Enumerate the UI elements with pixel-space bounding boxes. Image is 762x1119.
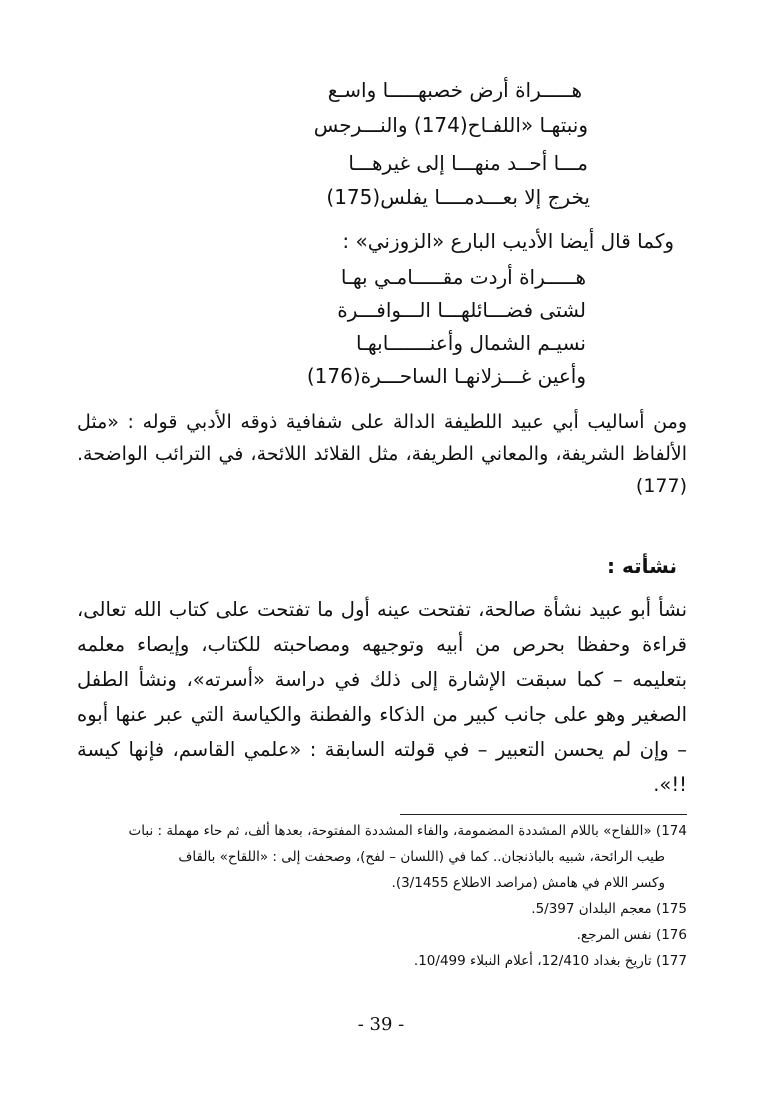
footnote-175: 175) معجم البلدان 5/397.: [531, 901, 687, 917]
verse-line-4: يخرج إلا بعـــدمــــا يفلس(175): [326, 185, 590, 209]
footnote-174-line-2: طيب الرائحة، شبيه بالباذنجان.. كما في (اللسان – لفح)، وصحفت إلى : «اللقاح» بالقاف: [178, 849, 665, 865]
verse-line-1: هـــــراة أرض خصبهـــــا واسـع: [327, 78, 582, 102]
footnote-177: 177) تاريخ بغداد 12/410، أعلام النبلاء 10/499.: [413, 953, 687, 969]
verse-line-7: نسيـم الشمال وأعنـــــــابهـا: [355, 331, 586, 355]
footnote-174-line-3: وكسر اللام في هامش (مراصد الاطلاع 3/1455).: [391, 875, 665, 891]
footnotes: [77, 818, 687, 974]
page-number: - 39 -: [357, 1014, 405, 1035]
section-heading: نشأته :: [607, 554, 677, 578]
verse-line-6: لشتى فضـــائلهـــا الـــوافـــرة: [337, 298, 586, 322]
verse-intro-line: وكما قال أيضا الأديب البارع «الزوزني» :: [342, 229, 674, 253]
paragraph-upbringing: نشأ أبو عبيد نشأة صالحة، تفتحت عينه أول ما تفتحت على كتاب الله تعالى، قراءة وحفظا بحرص من أبيه وتوجيهه ومصاحبته للكتاب، وإيصاء معلمه بتعليمه – كما سبقت الإشارة إلى ذلك في دراسة «أسرته»، ونشأ الطفل الصغير وهو على جانب كبير من الذكاء والفطنة والكياسة التي عبر عنها أبوه – وإن لم يحسن التعبير – في قولته السابقة : «علمي القاسم، فإنها كيسة !!».: [77, 598, 687, 796]
paragraph-styles: ومن أساليب أبي عبيد اللطيفة الدالة على شفافية ذوقه الأدبي قوله : «مثل الألفاظ الشريفة، والمعاني الطريفة، مثل القلائد اللائحة، في الترائب الواضحة.(177): [77, 411, 687, 497]
verse-line-5: هـــــراة أردت مقـــــامـي بهـا: [340, 265, 586, 289]
footnote-174-line-1: 174) «اللفاح» باللام المشددة المضمومة، والفاء المشددة المفتوحة، بعدها ألف، ثم حاء مهملة : نبات: [128, 823, 687, 839]
verse-line-3: مـــا أحــد منهـــا إلى غيرهـــا: [348, 151, 588, 175]
verse-line-8: وأعين غـــزلانهـا الساحـــرة(176): [306, 364, 586, 388]
footnote-176: 176) نفس المرجع.: [576, 927, 687, 943]
footnote-separator: [400, 814, 687, 815]
verse-line-2: ونبتهـا «اللفـاح(174) والنـــرجس: [313, 113, 588, 137]
